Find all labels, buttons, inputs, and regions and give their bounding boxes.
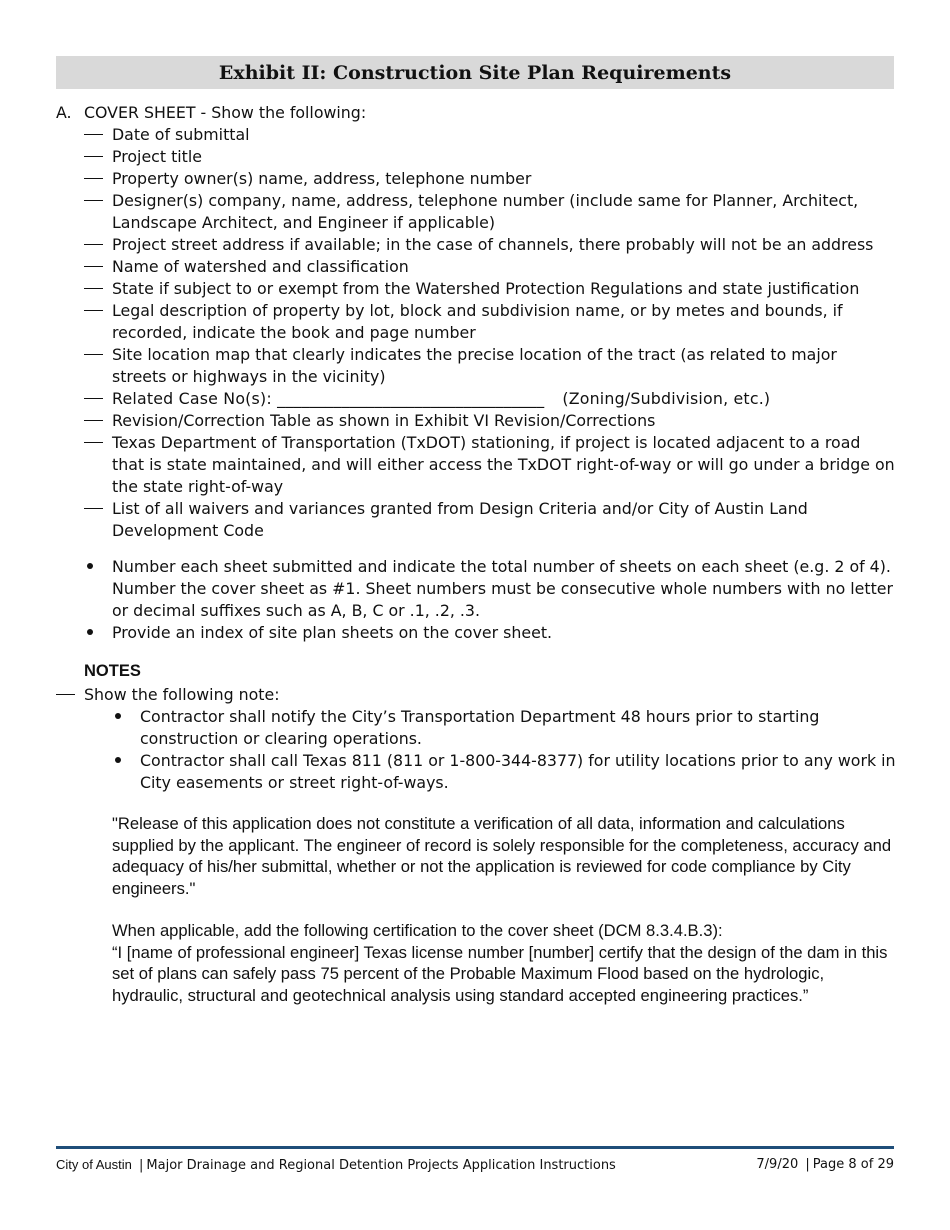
page-footer <box>56 1157 894 1173</box>
related-case-label: Related Case No(s): <box>112 389 272 408</box>
list-item <box>56 410 896 432</box>
dash-icon <box>56 344 112 388</box>
bullet-text: Number each sheet submitted and indicate the total number of sheets on each sheet (e.g. 2 of 4). Number the cover sheet as #1. Sheet numbers must be consecutive whole numbers with no letter or decimal suffixes such as A, B, C or .1, .2, .3. <box>112 557 893 620</box>
list-item-text: State if subject to or exempt from the Watershed Protection Regulations and state justification <box>112 279 860 298</box>
list-item-text: Designer(s) company, name, address, telephone number (include same for Planner, Architect, Landscape Architect, and Engineer if applicable) <box>112 191 859 232</box>
list-item <box>56 300 896 344</box>
bullet-text: Provide an index of site plan sheets on the cover sheet. <box>112 623 553 642</box>
footer-left <box>56 1157 616 1173</box>
list-item-text: Revision/Correction Table as shown in Exhibit VI Revision/Corrections <box>112 411 656 430</box>
bullet-text: Contractor shall notify the City’s Transportation Department 48 hours prior to starting construction or clearing operations. <box>140 707 820 748</box>
dash-icon <box>56 256 112 278</box>
dash-icon <box>56 410 112 432</box>
section-letter: A. <box>56 103 72 122</box>
list-item <box>56 190 896 234</box>
footer-right <box>756 1157 894 1173</box>
bullet-icon <box>112 706 140 750</box>
bullet-item <box>56 622 896 644</box>
list-item-text: Date of submittal <box>112 125 250 144</box>
footer-date: 7/9/20 <box>756 1157 799 1172</box>
dash-icon <box>56 388 112 410</box>
certification-text: “I [name of professional engineer] Texas license number [number] certify that the design of the dam in this set of plans can safely pass 75 percent of the Probable Maximum Flood based on the hydrologic, hydraulic, structural and geotechnical analysis using standard accepted engineering practices.” <box>112 942 888 1005</box>
page-title: Exhibit II: Construction Site Plan Requirements <box>218 61 732 84</box>
document-body <box>56 102 896 1006</box>
bullet-icon <box>112 750 140 794</box>
list-item <box>56 124 896 146</box>
notes-intro: Show the following note: <box>84 685 280 704</box>
dash-icon <box>56 300 112 344</box>
dash-icon <box>28 684 84 706</box>
list-item-text: Legal description of property by lot, block and subdivision name, or by metes and bounds, if recorded, indicate the book and page number <box>112 301 843 342</box>
release-paragraph: "Release of this application does not constitute a verification of all data, information and calculations supplied by the applicant. The engineer of record is solely responsible for the completeness, accuracy and adequacy of his/her submittal, whether or not the application is reviewed for code compliance by City engineers." <box>112 814 892 898</box>
section-a-heading <box>56 102 896 124</box>
related-case-line <box>112 388 896 410</box>
dash-icon <box>56 190 112 234</box>
footer-rule <box>56 1146 894 1149</box>
list-item <box>56 146 896 168</box>
notes-heading: NOTES <box>84 662 141 680</box>
list-item <box>56 432 896 498</box>
dash-icon <box>56 498 112 542</box>
certification-block <box>112 920 896 1006</box>
dash-icon <box>56 278 112 300</box>
section-heading-text: COVER SHEET - Show the following: <box>84 103 367 122</box>
bullet-text: Contractor shall call Texas 811 (811 or 1-800-344-8377) for utility locations prior to any work in City easements or street right-of-ways. <box>140 751 896 792</box>
list-item <box>56 234 896 256</box>
list-item-text: Name of watershed and classification <box>112 257 409 276</box>
dash-icon <box>56 432 112 498</box>
list-item-text: List of all waivers and variances granted from Design Criteria and/or City of Austin Land Development Code <box>112 499 808 540</box>
notes-sub-bullets <box>56 706 896 794</box>
dash-icon <box>56 234 112 256</box>
bullet-item <box>112 706 896 750</box>
list-item <box>56 168 896 190</box>
title-bar <box>56 56 894 89</box>
footer-page-number: Page 8 of 29 <box>812 1157 894 1172</box>
cover-sheet-list <box>56 124 896 542</box>
list-item <box>56 256 896 278</box>
dash-icon <box>56 146 112 168</box>
footer-separator: | <box>139 1158 144 1173</box>
dash-icon <box>56 124 112 146</box>
dash-icon <box>56 168 112 190</box>
list-item <box>56 498 896 542</box>
list-item-text: Texas Department of Transportation (TxDOT) stationing, if project is located adjacent to a road that is state maintained, and will either access the TxDOT right-of-way or will go under a bridge on the state right-of-way <box>112 433 895 496</box>
related-case-blank: _________________________________ <box>277 389 545 408</box>
list-item-related-case <box>56 388 896 410</box>
footer-org: City of Austin <box>56 1157 132 1172</box>
list-item-text: Project title <box>112 147 202 166</box>
list-item <box>56 344 896 388</box>
list-item <box>28 684 896 706</box>
notes-list <box>56 684 896 706</box>
sheet-numbering-bullets <box>56 556 896 644</box>
footer-doc-title: Major Drainage and Regional Detention Projects Application Instructions <box>146 1158 616 1173</box>
list-item-text: Site location map that clearly indicates the precise location of the tract (as related to major streets or highways in the vicinity) <box>112 345 837 386</box>
bullet-item <box>56 556 896 622</box>
footer-separator: | <box>805 1157 810 1172</box>
certification-intro: When applicable, add the following certification to the cover sheet (DCM 8.3.4.B.3): <box>112 921 723 940</box>
list-item <box>56 278 896 300</box>
list-item-text: Project street address if available; in the case of channels, there probably will not be an address <box>112 235 874 254</box>
related-case-note: (Zoning/Subdivision, etc.) <box>562 389 771 408</box>
bullet-item <box>112 750 896 794</box>
bullet-icon <box>56 556 112 622</box>
bullet-icon <box>56 622 112 644</box>
list-item-text: Property owner(s) name, address, telephone number <box>112 169 532 188</box>
